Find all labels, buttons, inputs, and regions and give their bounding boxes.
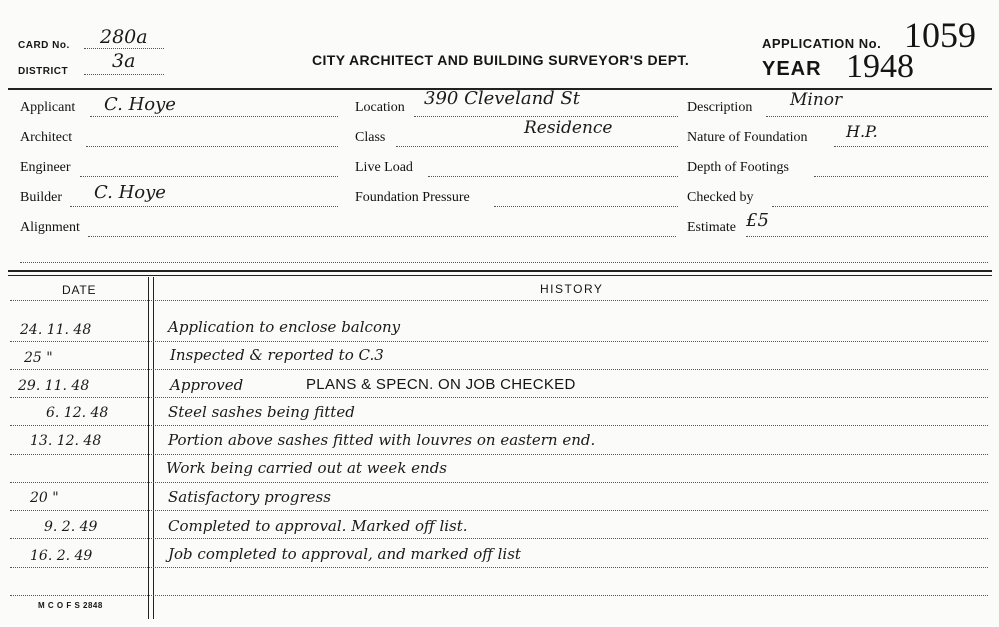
form-code: M C O F S 2848 [38, 601, 103, 610]
history-entry: Satisfactory progress [168, 488, 331, 506]
history-date: 13. 12. 48 [30, 433, 102, 449]
engineer-label: Engineer [20, 160, 71, 175]
builder-label: Builder [20, 190, 62, 205]
nature-of-foundation-label: Nature of Foundation [687, 130, 808, 145]
architect-label: Architect [20, 130, 73, 145]
history-top-rule-thin [8, 275, 992, 276]
foundation-pressure-line [494, 206, 678, 207]
architect-line [86, 146, 338, 147]
header-row-line [10, 300, 988, 301]
location-value: 390 Cleveland St [424, 88, 580, 109]
description-value: Minor [790, 90, 843, 110]
department-title: CITY ARCHITECT AND BUILDING SURVEYOR'S DEPT. [312, 52, 690, 68]
district-line [84, 74, 164, 75]
builder-line [70, 206, 338, 207]
district-label: DISTRICT [18, 66, 69, 77]
nature-of-foundation-value: H.P. [846, 122, 878, 141]
description-line [766, 116, 988, 117]
applicant-label: Applicant [20, 100, 76, 115]
ruled-line [10, 567, 988, 568]
history-entry: Work being carried out at week ends [166, 459, 448, 477]
date-column-header: DATE [62, 283, 97, 297]
ruled-line [10, 369, 988, 370]
card-no-value: 280a [100, 26, 148, 48]
history-date: 29. 11. 48 [18, 378, 90, 394]
ruled-line [10, 341, 988, 342]
ruled-line [10, 454, 988, 455]
description-label: Description [687, 100, 753, 115]
ruled-line [10, 595, 988, 596]
class-label: Class [355, 130, 386, 145]
history-entry: Job completed to approval, and marked off list [168, 545, 521, 563]
checked-by-label: Checked by [687, 190, 754, 205]
live-load-label: Live Load [355, 160, 413, 175]
nature-of-foundation-line [834, 146, 988, 147]
application-no-value: 1059 [904, 15, 976, 55]
history-date: 6. 12. 48 [46, 405, 109, 421]
district-value: 3a [112, 50, 136, 72]
class-value: Residence [524, 118, 613, 138]
estimate-value: £5 [746, 210, 769, 231]
year-label: YEAR [762, 58, 822, 80]
foundation-pressure-label: Foundation Pressure [355, 190, 470, 205]
class-line [396, 146, 678, 147]
history-date: 20 " [30, 490, 59, 506]
live-load-line [428, 176, 678, 177]
depth-of-footings-label: Depth of Footings [687, 160, 789, 175]
history-entry: Steel sashes being fitted [168, 403, 355, 421]
location-line [414, 116, 678, 117]
builder-value: C. Hoye [94, 182, 166, 203]
engineer-line [80, 176, 338, 177]
ruled-line [10, 482, 988, 483]
history-entry: Inspected & reported to C.3 [170, 346, 384, 364]
history-entry: Completed to approval. Marked off list. [168, 517, 468, 535]
ruled-line [10, 397, 988, 398]
alignment-extra-line [20, 262, 988, 263]
history-entry: Portion above sashes fitted with louvres on eastern end. [168, 431, 596, 449]
history-column-header: HISTORY [540, 282, 604, 296]
ruled-line [10, 425, 988, 426]
history-date: 25 " [24, 350, 53, 366]
year-value: 1948 [846, 48, 914, 85]
alignment-line [88, 236, 676, 237]
ruled-line [10, 510, 988, 511]
history-entry: Approved [170, 376, 244, 394]
applicant-line [90, 116, 338, 117]
estimate-label: Estimate [687, 220, 736, 235]
alignment-label: Alignment [20, 220, 80, 235]
history-date: 9. 2. 49 [44, 519, 98, 535]
card-no-line [84, 48, 164, 49]
history-date: 16. 2. 49 [30, 548, 93, 564]
checked-by-line [772, 206, 988, 207]
history-entry: Application to enclose balcony [168, 318, 401, 336]
history-top-rule [8, 270, 992, 272]
estimate-line [746, 236, 988, 237]
applicant-value: C. Hoye [104, 94, 176, 115]
application-no-label: APPLICATION No. [762, 36, 882, 51]
depth-of-footings-line [814, 176, 988, 177]
stamp-plans-checked: PLANS & SPECN. ON JOB CHECKED [306, 376, 576, 393]
location-label: Location [355, 100, 405, 115]
card-no-label: CARD No. [18, 40, 70, 51]
history-date: 24. 11. 48 [20, 322, 92, 338]
ruled-line [10, 538, 988, 539]
